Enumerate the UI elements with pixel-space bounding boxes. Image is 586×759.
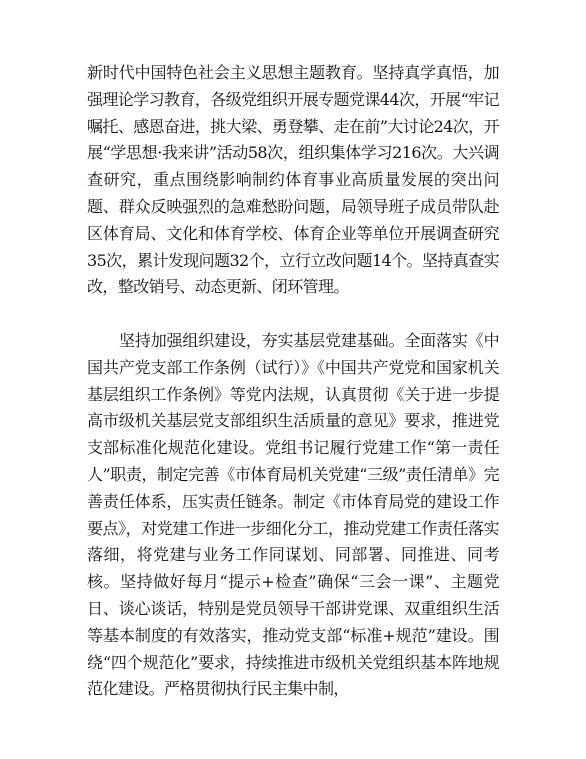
body-paragraph-1: 新时代中国特色社会主义思想主题教育。坚持真学真悟，加强理论学习教育，各级党组织开展专题党课44次，开展“牢记嘱托、感恩奋进，挑大梁、勇登攀、走在前”大讨论24次，开展“学思想·我来讲”活动58次，组织集体学习216次。大兴调查研究，重点围绕影响制约体育事业高质量发展的突出问题、群众反映强烈的急难愁盼问题，局领导班子成员带队赴区体育局、文化和体育学校、体育企业等单位开展调查研究35次，累计发现问题32个，立行立改问题14个。坚持真查实改，整改销号、动态更新、闭环管理。: [87, 63, 499, 297]
body-paragraph-2: 坚持加强组织建设，夯实基层党建基础。全面落实《中国共产党支部工作条例（试行）》《中国共产党党和国家机关基层组织工作条例》等党内法规，认真贯彻《关于进一步提高市级机关基层党支部组织生活质量的意见》要求，推进党支部标准化规范化建设。党组书记履行党建工作“第一责任人”职责，制定完善《市体育局机关党建“三级”责任清单》完善责任体系，压实责任链条。制定《市体育局党的建设工作要点》，对党建工作进一步细化分工，推动党建工作责任落实落细，将党建与业务工作同谋划、同部署、同推进、同考核。坚持做好每月“提示+检查”确保“三会一课”、主题党日、谈心谈话，特别是党员领导干部讲党课、双重组织生活等基本制度的有效落实，推动党支部“标准+规范”建设。围绕“四个规范化”要求，持续推进市级机关党组织基本阵地规范化建设。严格贯彻执行民主集中制，: [87, 331, 499, 699]
